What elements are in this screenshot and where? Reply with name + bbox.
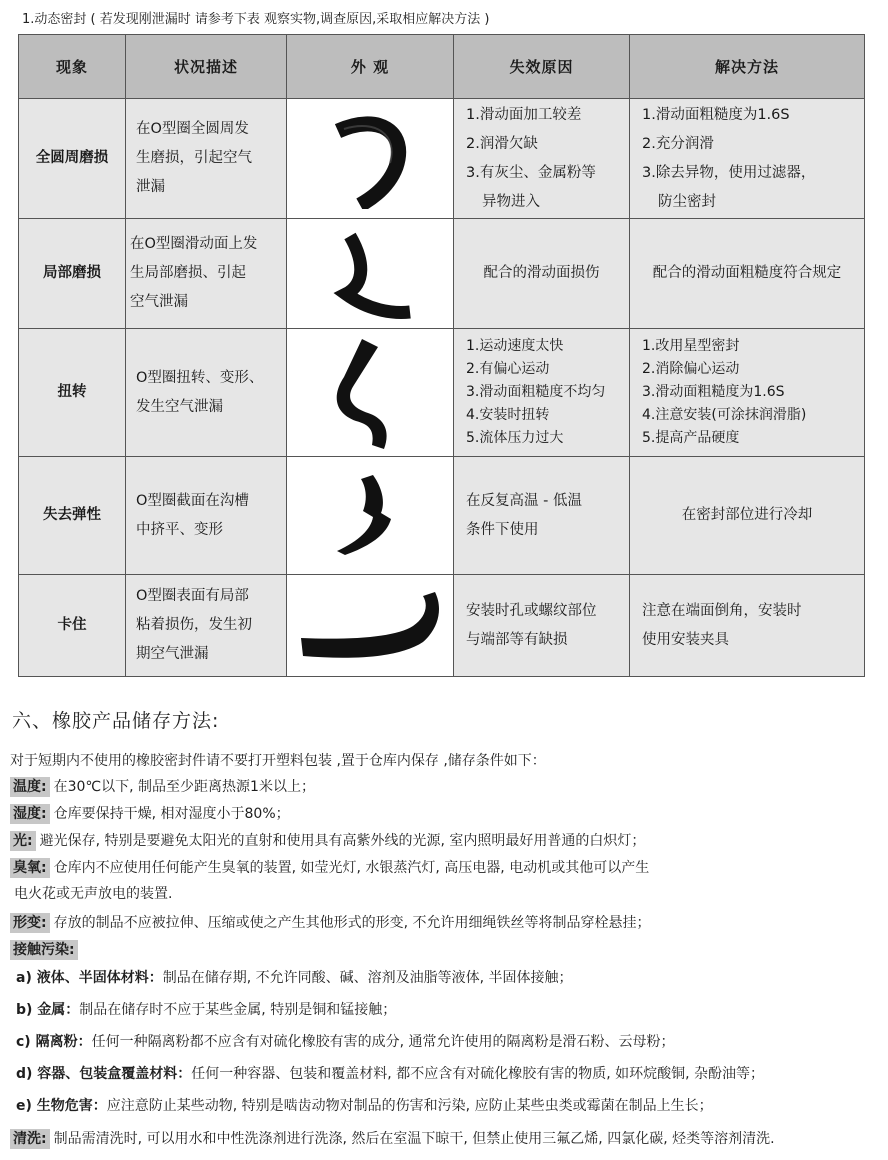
storage-heading: 六、橡胶产品储存方法: bbox=[12, 710, 220, 732]
o-ring-twisted-image bbox=[320, 333, 420, 453]
solution-line: 2.消除偏心运动 bbox=[642, 361, 740, 377]
table-row bbox=[19, 575, 865, 677]
header-appearance: 外 观 bbox=[287, 35, 454, 99]
description-line: 粘着损伤，发生初 bbox=[136, 617, 252, 633]
item-text: 存放的制品不应被拉伸、压缩或使之产生其他形式的形变, 不允许用细绳铁丝等将制品穿栓悬挂； bbox=[53, 915, 651, 931]
solution-line: 1.滑动面粗糙度为1.6S bbox=[642, 106, 790, 123]
cause-line: 异物进入 bbox=[482, 193, 540, 210]
appearance-cell bbox=[287, 457, 454, 575]
solution-line: 4.注意安装(可涂抹润滑脂) bbox=[642, 407, 807, 423]
sub-text: 应注意防止某些动物, 特别是啮齿动物对制品的伤害和污染, 应防止某些虫类或霉菌在制品上生长； bbox=[106, 1098, 713, 1114]
item-text: 避光保存, 特别是要避免太阳光的直射和使用具有高紫外线的光源, 室内照明最好用普通的白炽灯； bbox=[39, 833, 646, 849]
description-line: 在O型圈滑动面上发 bbox=[130, 236, 258, 252]
cause-line: 安装时孔或螺纹部位 bbox=[466, 602, 597, 619]
header-cause: 失效原因 bbox=[454, 35, 630, 99]
sub-prefix: b) 金属： bbox=[16, 1002, 80, 1018]
appearance-cell bbox=[287, 219, 454, 329]
phenomenon-cell: 扭转 bbox=[19, 329, 126, 457]
failure-table bbox=[18, 34, 865, 677]
sub-text: 任何一种隔离粉都不应含有对硫化橡胶有害的成分, 通常允许使用的隔离粉是滑石粉、云母粉； bbox=[91, 1034, 675, 1050]
description-line: 空气泄漏 bbox=[130, 294, 188, 310]
solution-line: 使用安装夹具 bbox=[642, 631, 729, 648]
table-header-row bbox=[19, 35, 865, 99]
table-row bbox=[19, 329, 865, 457]
o-ring-stuck-image bbox=[295, 586, 445, 666]
phenomenon-cell: 失去弹性 bbox=[19, 457, 126, 575]
table-row bbox=[19, 99, 865, 219]
cause-cell: 配合的滑动面损伤 bbox=[454, 219, 630, 329]
description-line: 期空气泄漏 bbox=[136, 646, 209, 662]
solution-line: 注意在端面倒角，安装时 bbox=[642, 602, 802, 619]
solution-cell: 在密封部位进行冷却 bbox=[630, 457, 865, 575]
storage-item-ozone bbox=[10, 857, 880, 878]
o-ring-partial-wear-image bbox=[320, 226, 420, 322]
item-label: 形变: bbox=[10, 913, 50, 933]
description-cell bbox=[126, 329, 287, 457]
item-text: 仓库要保持干燥, 相对湿度小于80%； bbox=[53, 806, 290, 822]
description-line: 生磨损，引起空气 bbox=[136, 150, 252, 166]
storage-item-temperature bbox=[10, 776, 880, 797]
phenomenon-cell: 卡住 bbox=[19, 575, 126, 677]
item-label: 臭氧: bbox=[10, 858, 50, 878]
storage-item-humidity bbox=[10, 803, 880, 824]
o-ring-worn-image bbox=[320, 109, 420, 209]
contamination-sub-e bbox=[16, 1095, 886, 1115]
description-line: 发生空气泄漏 bbox=[136, 398, 223, 415]
solution-cell bbox=[630, 329, 865, 457]
cause-line: 与端部等有缺损 bbox=[466, 631, 568, 648]
cause-line: 2.润滑欠缺 bbox=[466, 135, 538, 152]
sub-text: 任何一种容器、包装和覆盖材料, 都不应含有对硫化橡胶有害的物质, 如环烷酸铜, 杂酚油等； bbox=[191, 1066, 764, 1082]
appearance-cell bbox=[287, 329, 454, 457]
solution-line: 3.滑动面粗糙度为1.6S bbox=[642, 384, 785, 400]
description-cell bbox=[126, 457, 287, 575]
cause-cell bbox=[454, 575, 630, 677]
description-line: O型圈截面在沟槽 bbox=[136, 492, 249, 509]
sub-text: 制品在储存时不应于某些金属, 特别是铜和锰接触； bbox=[79, 1002, 397, 1018]
storage-item-deformation bbox=[10, 912, 880, 933]
item-label: 温度: bbox=[10, 777, 50, 797]
solution-line: 防尘密封 bbox=[658, 193, 716, 210]
description-line: 泄漏 bbox=[136, 179, 165, 195]
storage-item-light bbox=[10, 830, 880, 851]
cause-line: 5.流体压力过大 bbox=[466, 430, 564, 446]
contamination-sub-a bbox=[16, 967, 886, 987]
description-line: 生局部磨损、引起 bbox=[130, 265, 246, 281]
item-label: 光: bbox=[10, 831, 36, 851]
phenomenon-cell: 全圆周磨损 bbox=[19, 99, 126, 219]
sub-text: 制品在储存期, 不允许同酸、碱、溶剂及油脂等液体, 半固体接触； bbox=[162, 970, 573, 986]
sub-prefix: a) 液体、半固体材料： bbox=[16, 970, 163, 986]
sub-prefix: c) 隔离粉： bbox=[16, 1034, 92, 1050]
description-line: 在O型圈全圆周发 bbox=[136, 121, 249, 137]
cause-line: 1.滑动面加工较差 bbox=[466, 106, 582, 123]
solution-cell bbox=[630, 99, 865, 219]
description-cell bbox=[126, 219, 287, 329]
cause-cell bbox=[454, 99, 630, 219]
storage-item-contamination bbox=[10, 940, 880, 960]
storage-item-ozone-cont: 电火花或无声放电的装置. bbox=[14, 886, 173, 902]
solution-line: 2.充分润滑 bbox=[642, 135, 714, 152]
header-description: 状况描述 bbox=[126, 35, 287, 99]
solution-cell: 配合的滑动面粗糙度符合规定 bbox=[630, 219, 865, 329]
item-label: 接触污染: bbox=[10, 940, 78, 960]
storage-lead: 对于短期内不使用的橡胶密封件请不要打开塑料包装 ,置于仓库内保存 ,储存条件如下： bbox=[10, 753, 546, 769]
o-ring-flattened-image bbox=[315, 471, 425, 561]
contamination-sub-c bbox=[16, 1031, 886, 1051]
header-solution: 解决方法 bbox=[630, 35, 865, 99]
cause-line: 3.有灰尘、金属粉等 bbox=[466, 164, 596, 181]
cause-line: 在反复高温 - 低温 bbox=[466, 492, 582, 509]
item-text: 仓库内不应使用任何能产生臭氧的装置, 如莹光灯, 水银蒸汽灯, 高压电器, 电动机或其他可以产生 bbox=[53, 860, 650, 876]
item-text: 在30℃以下, 制品至少距离热源1米以上； bbox=[53, 779, 315, 795]
header-phenomenon: 现象 bbox=[19, 35, 126, 99]
cause-line: 2.有偏心运动 bbox=[466, 361, 550, 377]
cause-line: 3.滑动面粗糙度不均匀 bbox=[466, 384, 606, 400]
storage-item-cleaning bbox=[10, 1128, 880, 1149]
solution-line: 5.提高产品硬度 bbox=[642, 430, 740, 446]
solution-cell bbox=[630, 575, 865, 677]
contamination-sub-d bbox=[16, 1063, 886, 1083]
description-cell bbox=[126, 99, 287, 219]
description-line: O型圈扭转、变形、 bbox=[136, 369, 264, 386]
table-row bbox=[19, 457, 865, 575]
cause-cell bbox=[454, 457, 630, 575]
solution-line: 3.除去异物，使用过滤器， bbox=[642, 164, 816, 181]
contamination-sub-b bbox=[16, 999, 886, 1019]
sub-prefix: d) 容器、包装盒覆盖材料： bbox=[16, 1066, 192, 1082]
description-cell bbox=[126, 575, 287, 677]
solution-line: 1.改用星型密封 bbox=[642, 338, 740, 354]
description-line: O型圈表面有局部 bbox=[136, 588, 249, 604]
cause-line: 条件下使用 bbox=[466, 521, 539, 538]
item-text: 制品需清洗时, 可以用水和中性洗涤剂进行洗涤, 然后在室温下晾干, 但禁止使用三氟乙烯, 四氯化碳, 烃类等溶剂清洗. bbox=[53, 1131, 775, 1147]
cause-line: 1.运动速度太快 bbox=[466, 338, 564, 354]
appearance-cell bbox=[287, 99, 454, 219]
intro-text: 1.动态密封 ( 若发现刚泄漏时 请参考下表 观察实物,调查原因,采取相应解决方法 ) bbox=[22, 12, 490, 27]
sub-prefix: e) 生物危害： bbox=[16, 1098, 107, 1114]
item-label: 清洗: bbox=[10, 1129, 50, 1149]
description-line: 中挤平、变形 bbox=[136, 521, 223, 538]
cause-cell bbox=[454, 329, 630, 457]
phenomenon-cell: 局部磨损 bbox=[19, 219, 126, 329]
appearance-cell bbox=[287, 575, 454, 677]
cause-line: 4.安装时扭转 bbox=[466, 407, 550, 423]
item-label: 湿度: bbox=[10, 804, 50, 824]
table-row bbox=[19, 219, 865, 329]
